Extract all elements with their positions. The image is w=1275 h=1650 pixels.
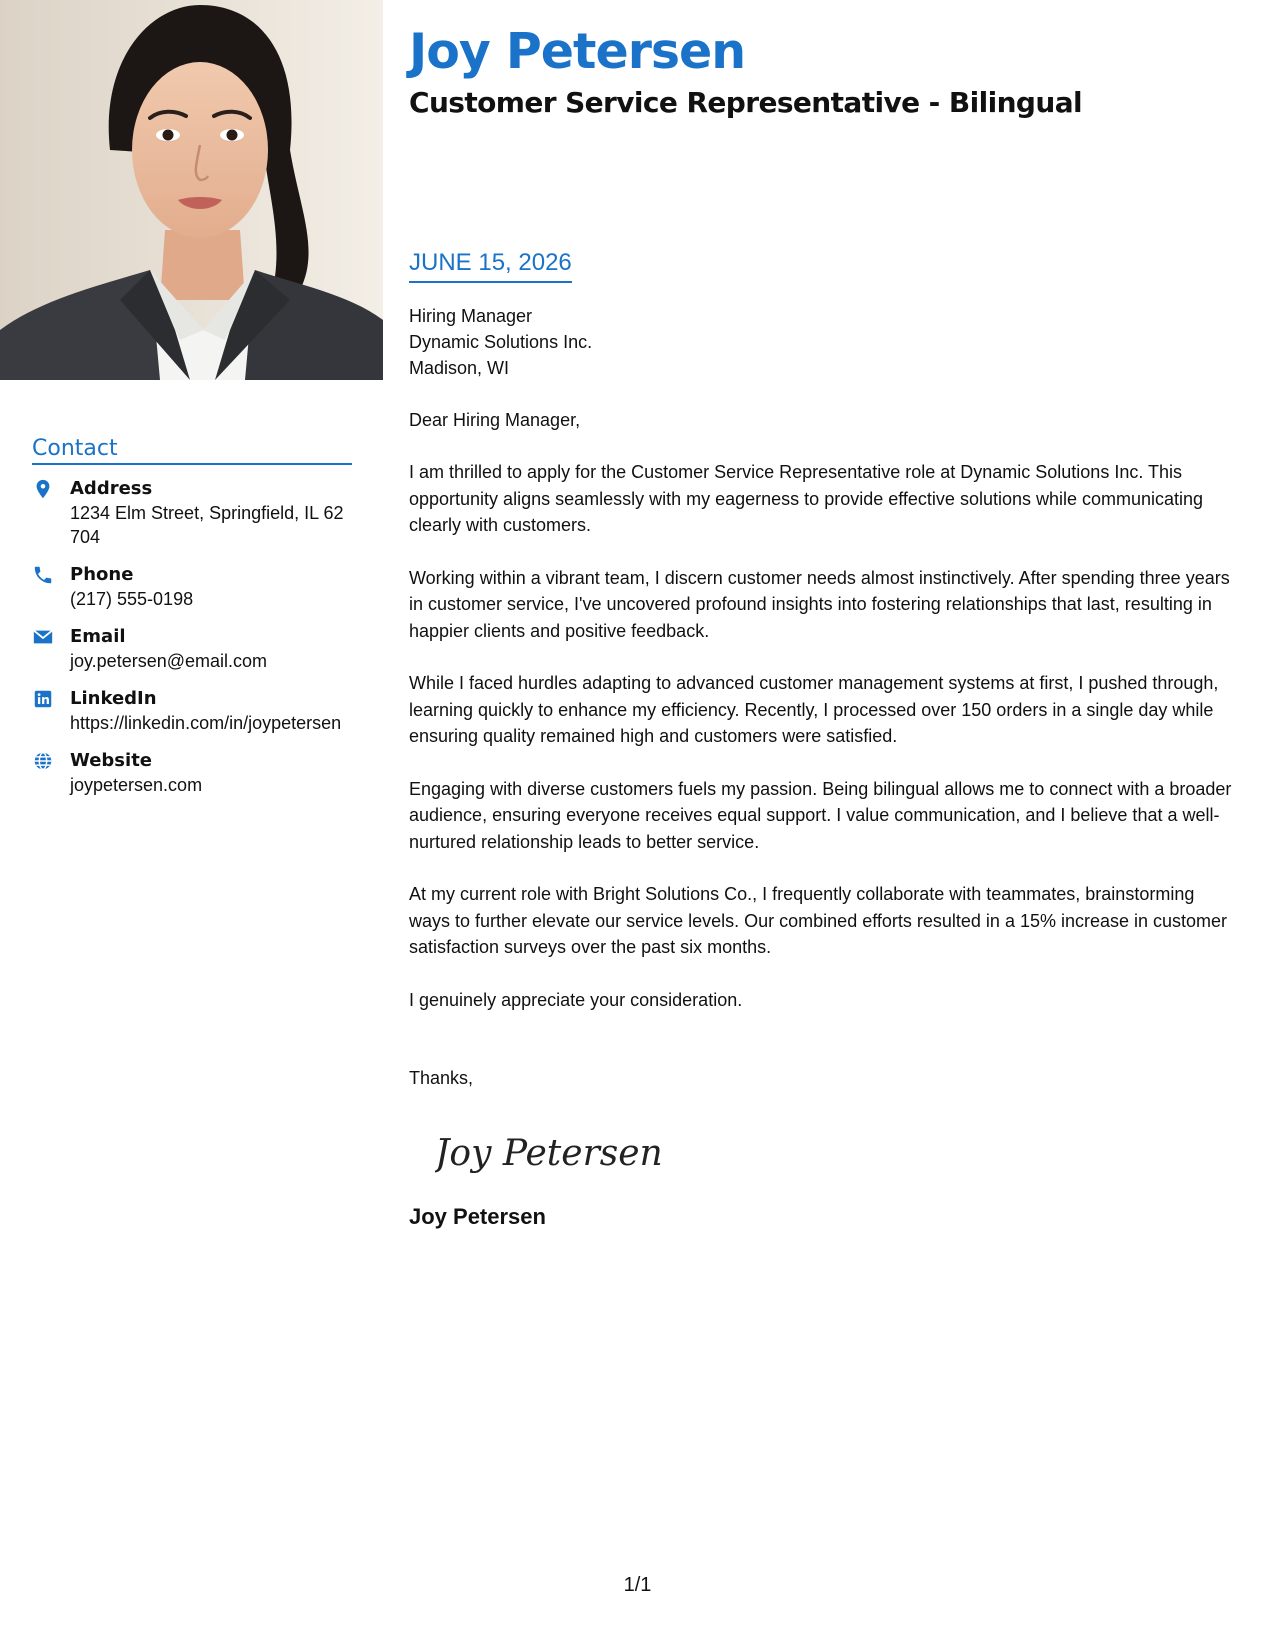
letter-paragraph: I genuinely appreciate your consideration. [409, 989, 743, 1010]
contact-value[interactable]: joypetersen.com [70, 775, 203, 795]
contact-linkedin [32, 687, 352, 735]
letter-date: JUNE 15, 2026 [409, 249, 572, 276]
letter-paragraph: Working within a vibrant team, I discern customer needs almost instinctively. After spending three years in customer service, I've uncovered profound insights into fostering relationships that last, resulting in happier clients and positive feedback. [409, 567, 1230, 641]
letter-body [409, 248, 1239, 1231]
contact-sidebar [32, 436, 352, 811]
page-number: 1/1 [623, 1574, 652, 1596]
map-pin-icon [32, 478, 54, 500]
contact-label: LinkedIn [70, 688, 157, 709]
job-title: Customer Service Representative - Bilingual [409, 86, 1082, 119]
contact-address [32, 477, 352, 549]
letter-paragraph: I am thrilled to apply for the Customer Service Representative role at Dynamic Solutions Inc. This opportunity aligns seamlessly with my eagerness to provide effective solutions while communicating clearly with customers. [409, 462, 1204, 535]
globe-icon [32, 750, 54, 772]
contact-website [32, 749, 352, 797]
contact-label: Website [70, 750, 153, 771]
contact-value: 1234 Elm Street, Springfield, IL 62704 [70, 503, 344, 547]
signer-name: Joy Petersen [409, 1204, 546, 1229]
profile-photo [0, 0, 383, 380]
envelope-icon [32, 626, 54, 648]
contact-label: Address [70, 478, 153, 499]
recipient-company: Dynamic Solutions Inc. [409, 332, 593, 352]
recipient-block [409, 303, 1239, 381]
contact-label: Phone [70, 564, 134, 585]
linkedin-icon [32, 688, 54, 710]
letter-paragraph: While I faced hurdles adapting to advanced customer management systems at first, I pushed through, learning quickly to enhance my efficiency. Recently, I processed over 150 orders in a single day while ensuring quality remained high and customers were satisfied. [409, 673, 1219, 746]
recipient-location: Madison, WI [409, 358, 510, 378]
recipient-title: Hiring Manager [409, 306, 533, 326]
contact-phone [32, 563, 352, 611]
closing: Thanks, [409, 1068, 474, 1088]
contact-email [32, 625, 352, 673]
handwritten-signature [435, 1121, 1239, 1181]
contact-label: Email [70, 626, 126, 647]
phone-icon [32, 564, 54, 586]
signature-text: Joy Petersen [435, 1133, 663, 1174]
letter-paragraph: Engaging with diverse customers fuels my passion. Being bilingual allows me to connect with a broader audience, ensuring everyone receives equal support. I value communication, and I believe that a well-nurtured relationship leads to better service. [409, 778, 1232, 852]
contact-value: (217) 555-0198 [70, 589, 194, 609]
contact-value[interactable]: https://linkedin.com/in/joypetersen [70, 713, 342, 733]
contact-value: joy.petersen@email.com [70, 651, 268, 671]
contact-heading: Contact [32, 436, 352, 465]
letter-paragraph: At my current role with Bright Solutions Co., I frequently collaborate with teammates, brainstorming ways to further elevate our service levels. Our combined efforts resulted in a 15% increase in customer satisfaction surveys over the past six months. [409, 884, 1228, 957]
applicant-name: Joy Petersen [409, 23, 746, 80]
letter-date-block [409, 248, 572, 283]
salutation: Dear Hiring Manager, [409, 410, 581, 430]
